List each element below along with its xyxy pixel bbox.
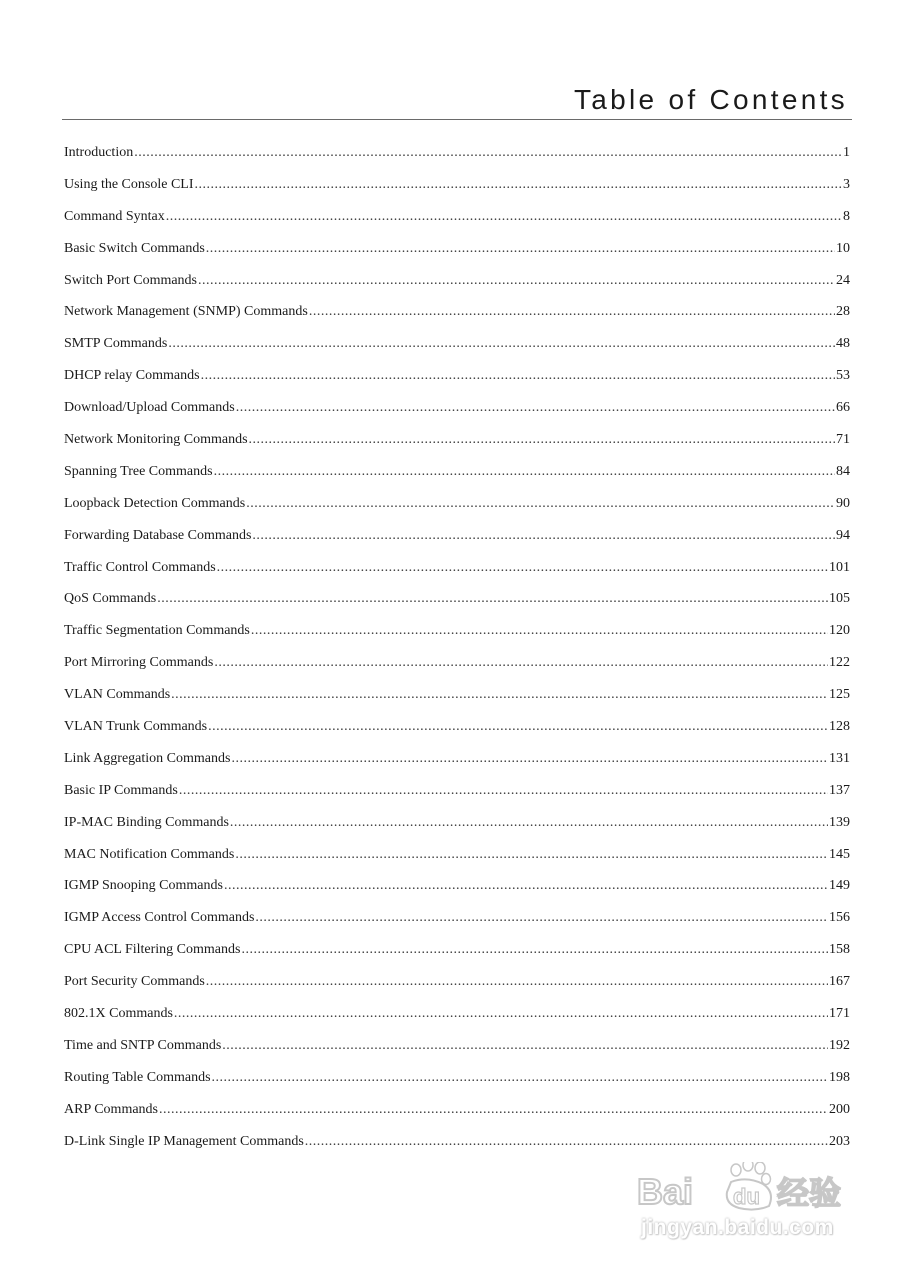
toc-entry[interactable]: [64, 1036, 850, 1068]
toc-entry-label[interactable]: VLAN Commands: [64, 687, 171, 703]
toc-entry-label[interactable]: CPU ACL Filtering Commands: [64, 942, 241, 958]
toc-entry-label[interactable]: IGMP Access Control Commands: [64, 910, 255, 926]
toc-entry-label[interactable]: Switch Port Commands: [64, 272, 198, 288]
toc-entry-label[interactable]: MAC Notification Commands: [64, 846, 235, 862]
toc-entry[interactable]: [64, 876, 850, 908]
page-title: Table of Contents: [573, 84, 848, 115]
toc-entry-page-number[interactable]: 28: [836, 304, 850, 320]
toc-entry-label[interactable]: VLAN Trunk Commands: [64, 719, 208, 735]
toc-entry-page-number[interactable]: 122: [829, 655, 850, 671]
toc-entry[interactable]: [64, 494, 850, 526]
toc-entry-page-number[interactable]: 101: [829, 559, 850, 575]
toc-entry[interactable]: [64, 1004, 850, 1036]
toc-entry-page-number[interactable]: 3: [843, 176, 850, 192]
toc-entry[interactable]: [64, 621, 850, 653]
toc-entry[interactable]: [64, 589, 850, 621]
toc-entry[interactable]: [64, 302, 850, 334]
toc-entry-page-number[interactable]: 171: [829, 1006, 850, 1022]
title-divider: [62, 119, 852, 120]
toc-entry-label[interactable]: ARP Commands: [64, 1101, 158, 1117]
toc-entry-page-number[interactable]: 84: [836, 463, 850, 479]
toc-dot-leader: [206, 972, 828, 992]
toc-entry-label[interactable]: DHCP relay Commands: [64, 368, 200, 384]
toc-entry-label[interactable]: IP-MAC Binding Commands: [64, 814, 229, 830]
toc-dot-leader: [168, 334, 835, 354]
toc-entry-page-number[interactable]: 158: [829, 942, 850, 958]
toc-entry-label[interactable]: Command Syntax: [64, 208, 165, 224]
toc-dot-leader: [231, 749, 828, 769]
toc-entry-page-number[interactable]: 53: [836, 368, 850, 384]
toc-entry-page-number[interactable]: 120: [829, 623, 850, 639]
toc-dot-leader: [208, 717, 828, 737]
toc-entry-page-number[interactable]: 200: [829, 1101, 850, 1117]
toc-entry[interactable]: [64, 1100, 850, 1132]
toc-entry-label[interactable]: Spanning Tree Commands: [64, 463, 213, 479]
toc-entry-page-number[interactable]: 90: [836, 495, 850, 511]
toc-dot-leader: [230, 813, 828, 833]
toc-entry[interactable]: [64, 749, 850, 781]
toc-dot-leader: [198, 271, 835, 291]
toc-dot-leader: [309, 302, 835, 322]
toc-list: [64, 143, 850, 1164]
svg-text:du: du: [733, 1184, 760, 1209]
toc-entry-label[interactable]: Link Aggregation Commands: [64, 750, 231, 766]
toc-entry-page-number[interactable]: 192: [829, 1037, 850, 1053]
toc-entry-page-number[interactable]: 131: [829, 750, 850, 766]
watermark-url: jingyan.baidu.com: [641, 1216, 834, 1239]
toc-entry[interactable]: [64, 398, 850, 430]
toc-dot-leader: [214, 653, 828, 673]
toc-entry[interactable]: [64, 653, 850, 685]
toc-entry-page-number[interactable]: 71: [836, 432, 850, 448]
toc-entry-label[interactable]: Port Security Commands: [64, 974, 205, 990]
toc-dot-leader: [159, 1100, 828, 1120]
toc-dot-leader: [249, 430, 835, 450]
toc-dot-leader: [214, 462, 835, 482]
toc-entry[interactable]: [64, 334, 850, 366]
toc-dot-leader: [224, 876, 828, 896]
toc-entry-page-number[interactable]: 128: [829, 719, 850, 735]
toc-entry-label[interactable]: Forwarding Database Commands: [64, 527, 252, 543]
toc-entry[interactable]: [64, 940, 850, 972]
toc-entry-page-number[interactable]: 48: [836, 336, 850, 352]
toc-dot-leader: [255, 908, 828, 928]
toc-entry-label[interactable]: IGMP Snooping Commands: [64, 878, 223, 894]
toc-entry[interactable]: [64, 366, 850, 398]
toc-entry[interactable]: [64, 813, 850, 845]
toc-entry-page-number[interactable]: 1: [843, 145, 850, 160]
toc-entry-page-number[interactable]: 8: [843, 208, 850, 224]
toc-entry-label[interactable]: Download/Upload Commands: [64, 400, 235, 416]
toc-entry[interactable]: [64, 908, 850, 940]
toc-entry-label[interactable]: QoS Commands: [64, 591, 157, 607]
toc-entry[interactable]: [64, 207, 850, 239]
toc-dot-leader: [217, 558, 828, 578]
toc-dot-leader: [166, 207, 842, 227]
baidu-jingyan-watermark: [635, 1140, 850, 1245]
toc-entry-page-number[interactable]: 94: [836, 527, 850, 543]
toc-entry-label[interactable]: Basic IP Commands: [64, 782, 178, 798]
svg-text:Bai: Bai: [637, 1171, 694, 1212]
toc-entry[interactable]: [64, 1068, 850, 1100]
toc-entry-label[interactable]: Port Mirroring Commands: [64, 655, 214, 671]
toc-entry-label[interactable]: Loopback Detection Commands: [64, 495, 246, 511]
toc-entry[interactable]: [64, 271, 850, 303]
toc-entry-page-number[interactable]: 66: [836, 400, 850, 416]
toc-entry-page-number[interactable]: 198: [829, 1069, 850, 1085]
toc-entry-page-number[interactable]: 203: [829, 1133, 850, 1149]
toc-entry-label[interactable]: D-Link Single IP Management Commands: [64, 1133, 304, 1149]
toc-dot-leader: [241, 940, 828, 960]
toc-entry[interactable]: [64, 143, 850, 175]
toc-entry[interactable]: [64, 558, 850, 590]
toc-entry-label[interactable]: 802.1X Commands: [64, 1006, 173, 1022]
toc-dot-leader: [171, 685, 828, 705]
toc-entry-page-number[interactable]: 137: [829, 782, 850, 798]
toc-entry-label[interactable]: Traffic Segmentation Commands: [64, 623, 250, 639]
toc-dot-leader: [246, 494, 835, 514]
toc-entry[interactable]: [64, 462, 850, 494]
toc-dot-leader: [206, 239, 835, 259]
toc-entry-label[interactable]: Network Management (SNMP) Commands: [64, 304, 308, 320]
toc-entry-page-number[interactable]: 156: [829, 910, 850, 926]
toc-entry-page-number[interactable]: 24: [836, 272, 850, 288]
svg-text:经验: 经验: [777, 1174, 842, 1212]
toc-dot-leader: [179, 781, 828, 801]
toc-entry[interactable]: [64, 845, 850, 877]
baidu-logo-icon: [635, 1162, 850, 1212]
toc-dot-leader: [235, 845, 828, 865]
toc-dot-leader: [195, 175, 843, 195]
toc-entry-page-number[interactable]: 149: [829, 878, 850, 894]
toc-dot-leader: [174, 1004, 828, 1024]
toc-entry[interactable]: [64, 781, 850, 813]
toc-entry-page-number[interactable]: 145: [829, 846, 850, 862]
toc-dot-leader: [222, 1036, 828, 1056]
toc-entry[interactable]: [64, 717, 850, 749]
toc-entry-label[interactable]: Time and SNTP Commands: [64, 1037, 222, 1053]
toc-dot-leader: [252, 526, 835, 546]
toc-entry-label[interactable]: SMTP Commands: [64, 336, 168, 352]
toc-dot-leader: [251, 621, 828, 641]
toc-entry-label[interactable]: Network Monitoring Commands: [64, 432, 248, 448]
toc-entry-label[interactable]: Routing Table Commands: [64, 1069, 211, 1085]
toc-entry[interactable]: [64, 685, 850, 717]
toc-dot-leader: [201, 366, 835, 386]
toc-dot-leader: [236, 398, 835, 418]
toc-entry-label[interactable]: Using the Console CLI: [64, 176, 194, 192]
toc-entry-page-number[interactable]: 125: [829, 687, 850, 703]
toc-entry[interactable]: [64, 972, 850, 1004]
toc-entry-label[interactable]: Basic Switch Commands: [64, 240, 205, 256]
toc-dot-leader: [157, 589, 828, 609]
toc-entry[interactable]: [64, 239, 850, 271]
toc-dot-leader: [134, 143, 842, 163]
toc-entry-page-number[interactable]: 139: [829, 814, 850, 830]
toc-entry-page-number[interactable]: 167: [829, 974, 850, 990]
toc-entry[interactable]: [64, 526, 850, 558]
toc-entry-page-number[interactable]: 105: [829, 591, 850, 607]
toc-dot-leader: [212, 1068, 828, 1088]
toc-entry-label[interactable]: Introduction: [64, 145, 134, 160]
toc-entry[interactable]: [64, 430, 850, 462]
toc-entry-label[interactable]: Traffic Control Commands: [64, 559, 216, 575]
toc-entry-page-number[interactable]: 10: [836, 240, 850, 256]
toc-entry[interactable]: [64, 175, 850, 207]
